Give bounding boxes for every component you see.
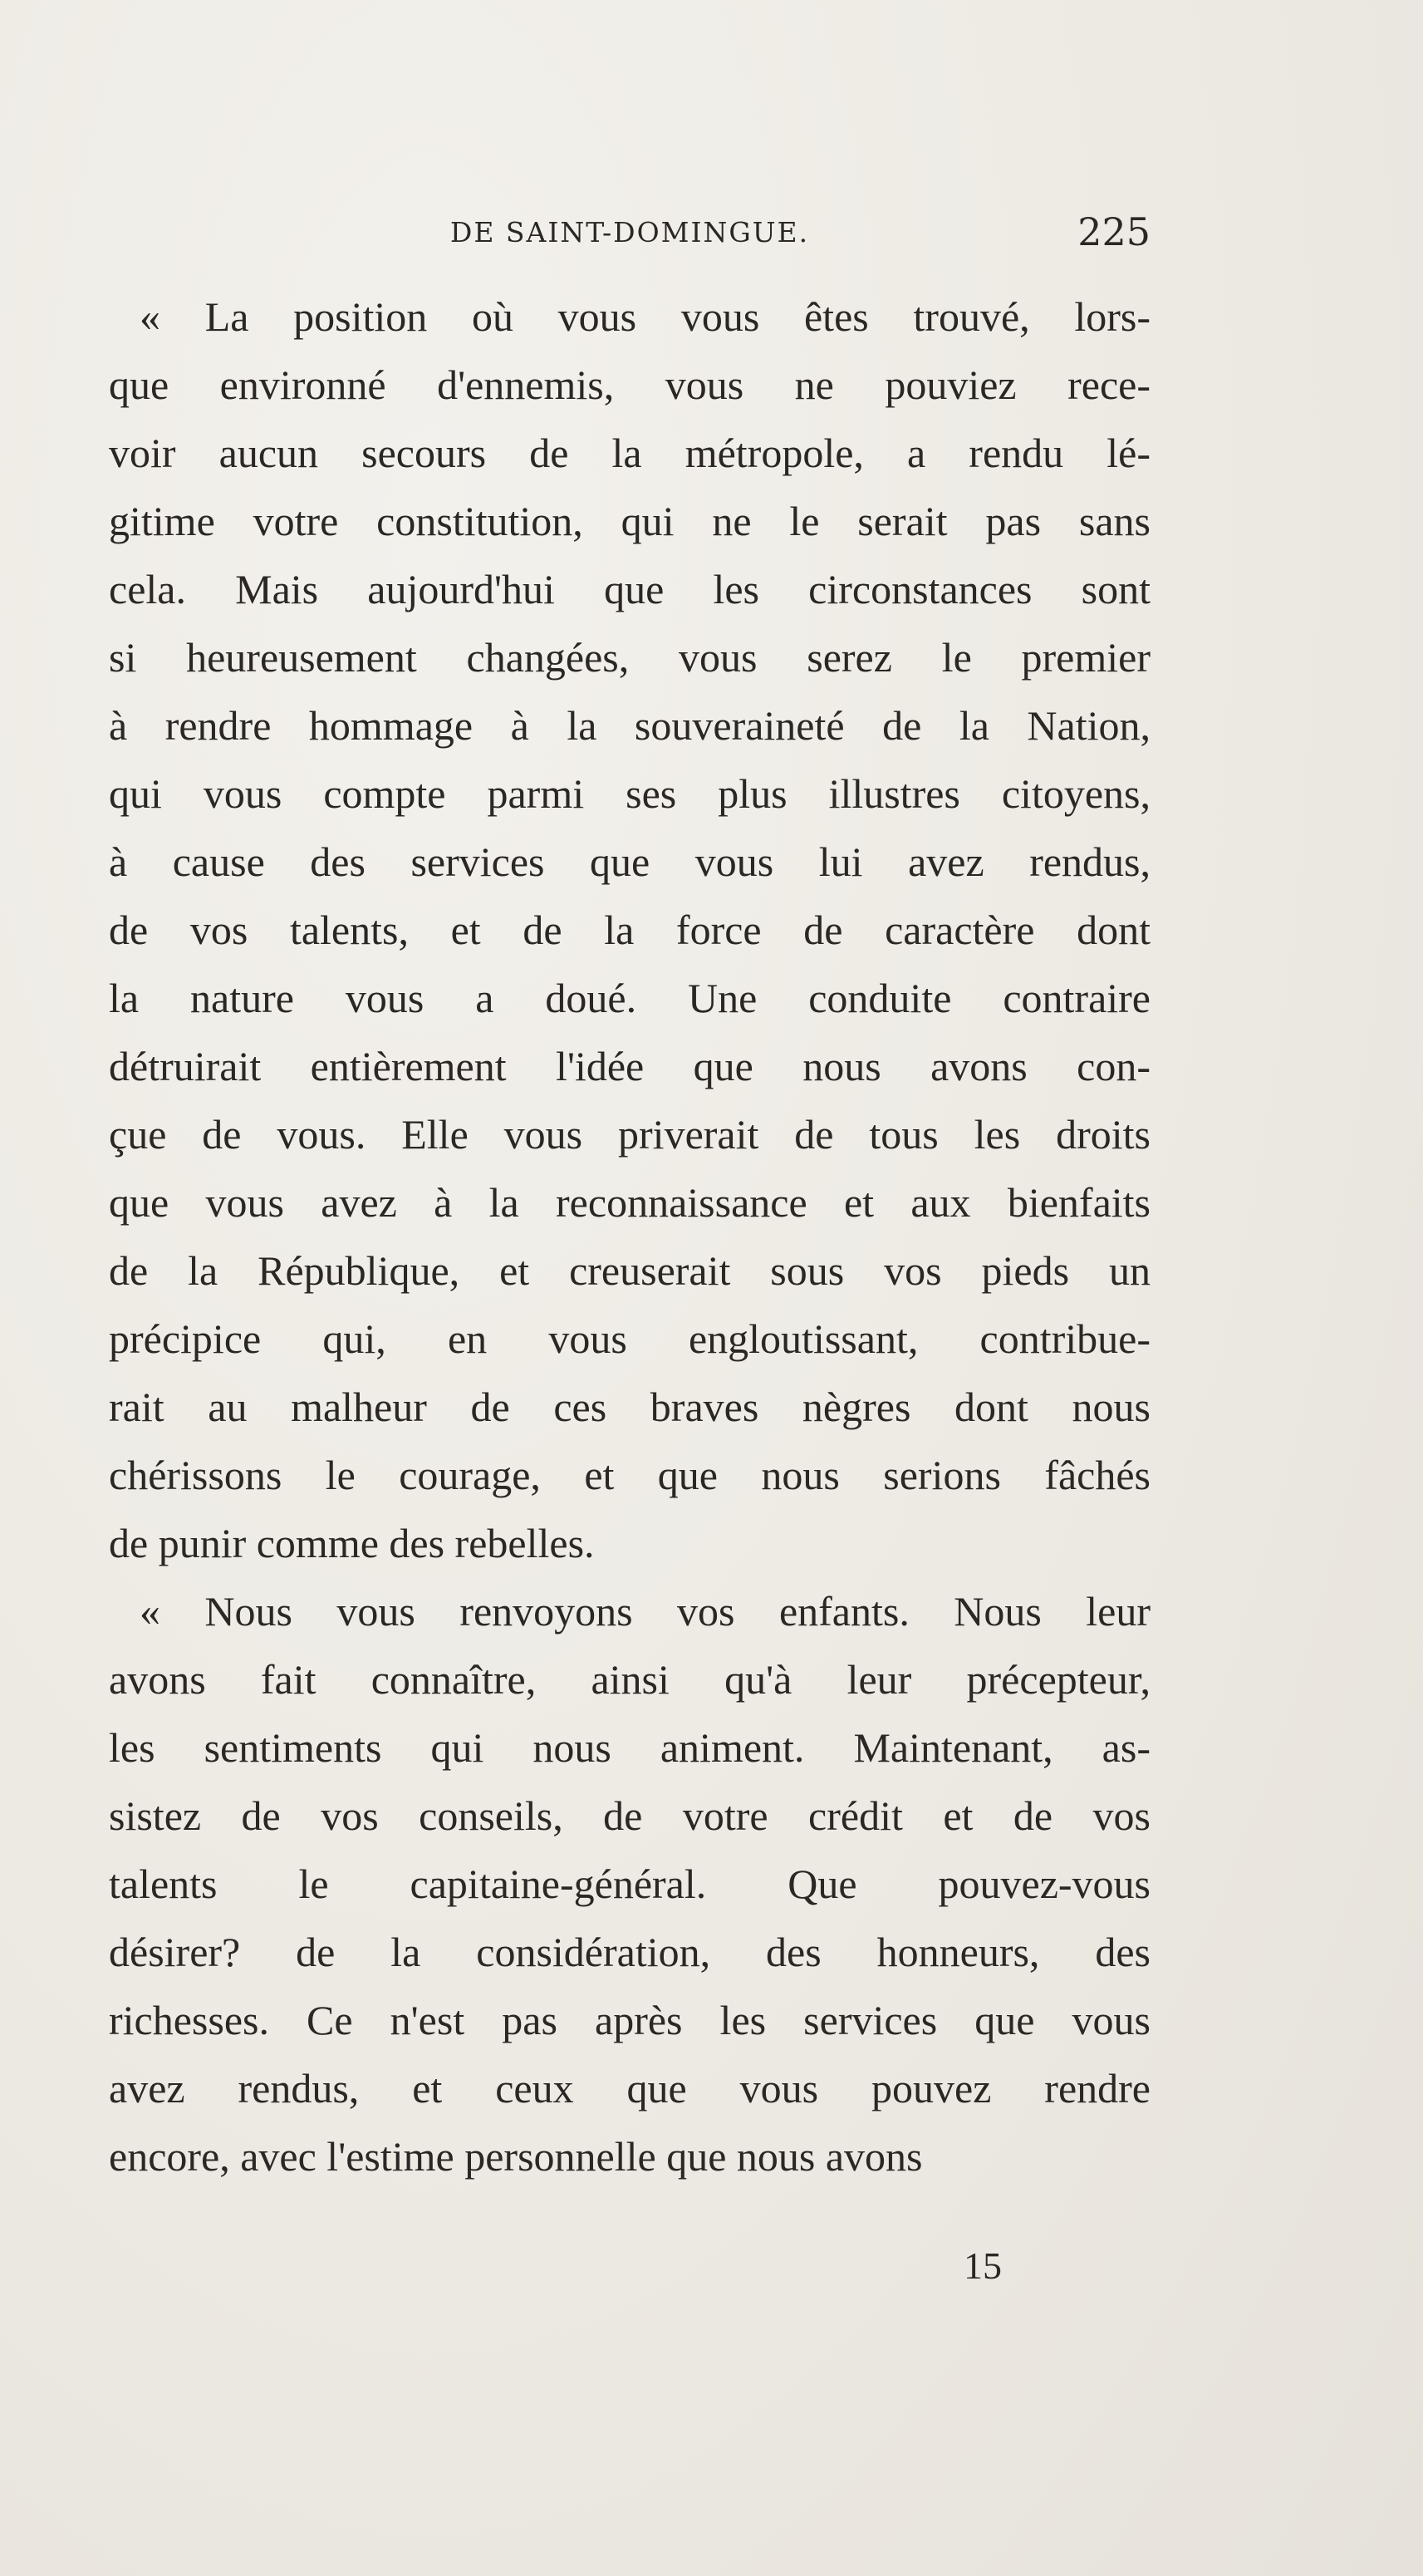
text-line: la nature vous a doué. Une conduite contraire bbox=[109, 975, 1151, 1021]
text-line: « Nous vous renvoyons vos enfants. Nous leur bbox=[140, 1588, 1151, 1635]
text-line: chérissons le courage, et que nous serions fâchés bbox=[109, 1452, 1151, 1498]
text-line: désirer? de la considération, des honneurs, des bbox=[109, 1929, 1151, 1975]
text-line: précipice qui, en vous engloutissant, contribue- bbox=[109, 1315, 1151, 1362]
text-line: avons fait connaître, ainsi qu'à leur précepteur, bbox=[109, 1656, 1151, 1703]
text-line: que vous avez à la reconnaissance et aux bienfaits bbox=[109, 1179, 1151, 1226]
text-line: à rendre hommage à la souveraineté de la Nation, bbox=[109, 702, 1151, 749]
page-number: 225 bbox=[1077, 209, 1151, 254]
text-line: que environné d'ennemis, vous ne pouviez rece- bbox=[109, 361, 1151, 408]
text-line: détruirait entièrement l'idée que nous avons con- bbox=[109, 1043, 1151, 1089]
text-line: sistez de vos conseils, de votre crédit et de vos bbox=[109, 1792, 1151, 1839]
text-line: « La position où vous vous êtes trouvé, lors- bbox=[140, 293, 1151, 340]
text-line: qui vous compte parmi ses plus illustres citoyens, bbox=[109, 770, 1151, 817]
text-line: de la République, et creuserait sous vos pieds un bbox=[109, 1247, 1151, 1294]
page-header bbox=[109, 209, 1151, 259]
text-line: voir aucun secours de la métropole, a rendu lé- bbox=[109, 430, 1151, 476]
text-line: avez rendus, et ceux que vous pouvez rendre bbox=[109, 2065, 1151, 2111]
text-line: gitime votre constitution, qui ne le serait pas sans bbox=[109, 498, 1151, 544]
text-line: les sentiments qui nous animent. Maintenant, as- bbox=[109, 1724, 1151, 1771]
text-line: de punir comme des rebelles. bbox=[109, 1520, 595, 1566]
running-title: DE SAINT-DOMINGUE. bbox=[449, 216, 810, 248]
text-line: rait au malheur de ces braves nègres dont nous bbox=[109, 1384, 1151, 1430]
paragraph bbox=[109, 283, 1151, 1577]
signature-mark: 15 bbox=[964, 2244, 1002, 2287]
paragraph bbox=[109, 1577, 1151, 2190]
text-line: à cause des services que vous lui avez rendus, bbox=[109, 838, 1151, 885]
text-line: de vos talents, et de la force de caractère dont bbox=[109, 907, 1151, 953]
text-line: talents le capitaine-général. Que pouvez-vous bbox=[109, 1861, 1151, 1907]
text-line: si heureusement changées, vous serez le premier bbox=[109, 634, 1151, 681]
text-line: cela. Mais aujourd'hui que les circonstances sont bbox=[109, 566, 1151, 612]
page-body bbox=[109, 283, 1151, 2190]
text-line: encore, avec l'estime personnelle que nous avons bbox=[109, 2133, 923, 2180]
text-line: richesses. Ce n'est pas après les services que vous bbox=[109, 1997, 1151, 2043]
text-line: çue de vous. Elle vous priverait de tous les droits bbox=[109, 1111, 1151, 1158]
